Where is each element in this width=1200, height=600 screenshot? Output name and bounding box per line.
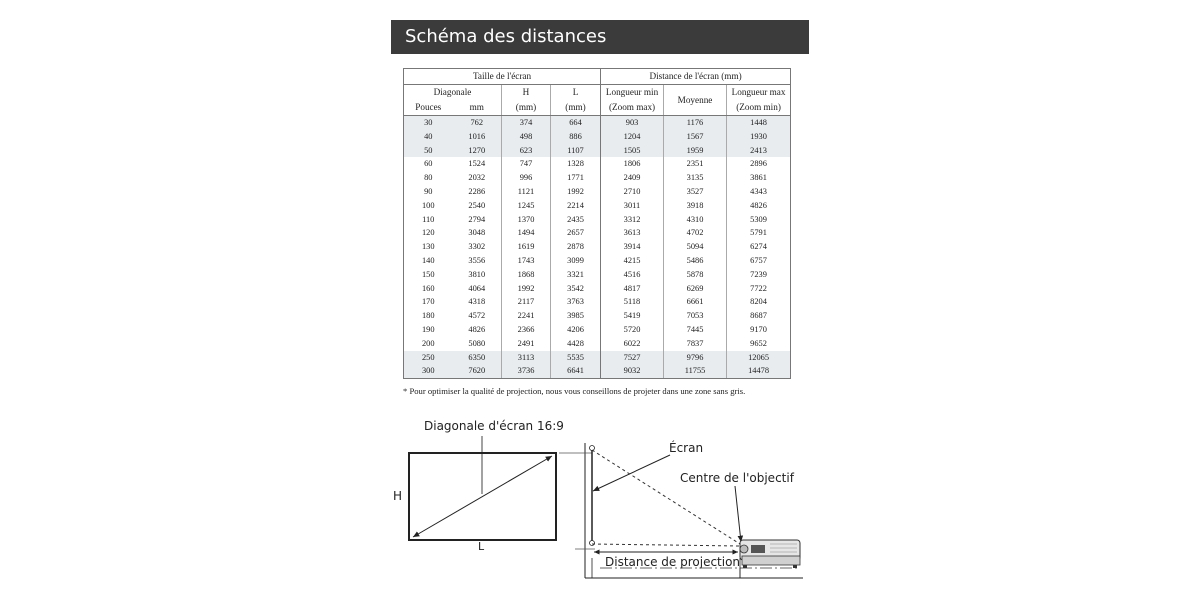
distance-label: Distance de projection (605, 555, 741, 569)
table-cell: 7445 (664, 323, 727, 337)
table-cell: 110 (404, 213, 453, 227)
table-cell: 7837 (664, 337, 727, 351)
table-cell: 8204 (727, 295, 791, 309)
table-cell: 1930 (727, 130, 791, 144)
table-cell: 5878 (664, 268, 727, 282)
table-cell: 2117 (502, 295, 551, 309)
table-cell: 3985 (551, 309, 601, 323)
table-cell: 2351 (664, 157, 727, 171)
table-cell: 300 (404, 364, 453, 378)
table-cell: 120 (404, 226, 453, 240)
table-cell: 747 (502, 157, 551, 171)
table-cell: 5486 (664, 254, 727, 268)
table-cell: 4428 (551, 337, 601, 351)
table-cell: 1494 (502, 226, 551, 240)
table-cell: 7620 (453, 364, 502, 378)
min-length-subheader: (Zoom max) (601, 100, 664, 116)
table-cell: 4310 (664, 213, 727, 227)
table-cell: 2241 (502, 309, 551, 323)
table-cell: 6661 (664, 295, 727, 309)
l-label: L (478, 540, 485, 553)
table-row (404, 116, 791, 130)
max-length-subheader: (Zoom min) (727, 100, 791, 116)
table-cell: 5535 (551, 351, 601, 365)
projector-icon (740, 540, 800, 568)
table-cell: 2214 (551, 199, 601, 213)
table-cell: 3321 (551, 268, 601, 282)
page-title: Schéma des distances (391, 20, 809, 54)
table-cell: 9170 (727, 323, 791, 337)
distance-table (403, 68, 791, 379)
table-cell: 886 (551, 130, 601, 144)
table-row (404, 185, 791, 199)
table-cell: 6274 (727, 240, 791, 254)
table-row (404, 254, 791, 268)
table-cell: 2435 (551, 213, 601, 227)
table-cell: 60 (404, 157, 453, 171)
table-cell: 4572 (468, 311, 486, 321)
table-row (404, 268, 791, 282)
table-cell: 498 (502, 130, 551, 144)
mm-header: mm (453, 100, 502, 116)
max-length-header: Longueur max (727, 85, 791, 101)
table-cell: 90 (404, 185, 453, 199)
table-cell: 30 (404, 116, 453, 130)
table-cell: 2366 (502, 323, 551, 337)
table-cell: 12065 (727, 351, 791, 365)
table-cell: 5080 (468, 338, 486, 348)
table-cell: 4826 (727, 199, 791, 213)
table-cell: 150 (404, 268, 453, 282)
table-cell: 6757 (727, 254, 791, 268)
table-row (404, 240, 791, 254)
table-cell: 2491 (502, 337, 551, 351)
table-cell: 1448 (727, 116, 791, 130)
table-row (404, 282, 791, 296)
screen-callout-arrow (593, 455, 670, 491)
l-header: L (551, 85, 601, 101)
distance-table-body (404, 116, 791, 379)
table-cell: 4702 (664, 226, 727, 240)
table-cell: 1992 (502, 282, 551, 296)
table-row (404, 171, 791, 185)
table-cell: 996 (502, 171, 551, 185)
table-cell: 2032 (468, 173, 486, 183)
table-cell: 3861 (727, 171, 791, 185)
table-cell: 1176 (664, 116, 727, 130)
table-cell: 2409 (601, 171, 664, 185)
table-cell: 6269 (664, 282, 727, 296)
table-cell: 2540 (468, 200, 486, 210)
table-cell: 3312 (601, 213, 664, 227)
table-cell: 4064 (468, 283, 486, 293)
table-cell: 2794 (468, 214, 486, 224)
table-cell: 160 (404, 282, 453, 296)
table-cell: 1868 (502, 268, 551, 282)
table-cell: 5309 (727, 213, 791, 227)
lens-center-label: Centre de l'objectif (680, 471, 794, 485)
table-row (404, 351, 791, 365)
average-header: Moyenne (664, 85, 727, 116)
table-cell: 3302 (468, 242, 486, 252)
table-cell: 180 (404, 309, 453, 323)
table-cell: 1959 (664, 144, 727, 158)
table-cell: 1505 (601, 144, 664, 158)
table-cell: 1992 (551, 185, 601, 199)
footnote: * Pour optimiser la qualité de projection, nous vous conseillons de projeter dans une zone sans gris. (403, 386, 746, 396)
table-cell: 3763 (551, 295, 601, 309)
table-cell: 4318 (468, 297, 486, 307)
table-cell: 9652 (727, 337, 791, 351)
table-cell: 170 (404, 295, 453, 309)
table-cell: 1619 (502, 240, 551, 254)
table-cell: 3113 (502, 351, 551, 365)
table-cell: 2657 (551, 226, 601, 240)
table-cell: 7722 (727, 282, 791, 296)
table-row (404, 213, 791, 227)
l-unit: (mm) (551, 100, 601, 116)
table-cell: 200 (404, 337, 453, 351)
projection-top-ray (592, 450, 740, 544)
h-unit: (mm) (502, 100, 551, 116)
table-cell: 1806 (601, 157, 664, 171)
projection-bottom-ray (592, 544, 740, 546)
table-cell: 664 (551, 116, 601, 130)
table-cell: 1743 (502, 254, 551, 268)
table-row (404, 130, 791, 144)
table-cell: 3914 (601, 240, 664, 254)
table-cell: 4516 (601, 268, 664, 282)
table-cell: 6350 (453, 351, 502, 365)
table-row (404, 323, 791, 337)
table-cell: 2896 (727, 157, 791, 171)
table-cell: 1204 (601, 130, 664, 144)
table-row (404, 295, 791, 309)
table-cell: 374 (502, 116, 551, 130)
distance-header: Distance de l'écran (mm) (601, 69, 791, 85)
table-cell: 3135 (664, 171, 727, 185)
screen-bottom-marker (590, 541, 595, 546)
table-cell: 1567 (664, 130, 727, 144)
table-row (404, 144, 791, 158)
table-cell: 14478 (727, 364, 791, 378)
table-cell: 130 (404, 240, 453, 254)
table-cell: 190 (404, 323, 453, 337)
table-cell: 7239 (727, 268, 791, 282)
table-cell: 6641 (551, 364, 601, 378)
table-cell: 1107 (551, 144, 601, 158)
table-cell: 2878 (551, 240, 601, 254)
h-header: H (502, 85, 551, 101)
table-cell: 2413 (727, 144, 791, 158)
table-cell: 4206 (551, 323, 601, 337)
table-cell: 3736 (502, 364, 551, 378)
table-cell: 1524 (468, 159, 486, 169)
table-cell: 1245 (502, 199, 551, 213)
table-cell: 1270 (453, 144, 502, 158)
table-row (404, 199, 791, 213)
table-cell: 100 (404, 199, 453, 213)
screen-size-header: Taille de l'écran (404, 69, 601, 85)
table-cell: 250 (404, 351, 453, 365)
screen-top-marker (590, 446, 595, 451)
table-cell: 8687 (727, 309, 791, 323)
table-cell: 4817 (601, 282, 664, 296)
table-cell: 3918 (664, 199, 727, 213)
table-cell: 1121 (502, 185, 551, 199)
h-label: H (393, 489, 403, 503)
table-cell: 3099 (551, 254, 601, 268)
table-cell: 762 (453, 116, 502, 130)
table-row (404, 364, 791, 378)
table-cell: 9796 (664, 351, 727, 365)
table-cell: 140 (404, 254, 453, 268)
table-cell: 1771 (551, 171, 601, 185)
table-row (404, 309, 791, 323)
inches-header: Pouces (404, 100, 453, 116)
table-cell: 3810 (468, 269, 486, 279)
table-cell: 1328 (551, 157, 601, 171)
table-cell: 3011 (601, 199, 664, 213)
table-cell: 3048 (468, 228, 486, 238)
table-cell: 80 (404, 171, 453, 185)
min-length-header: Longueur min (601, 85, 664, 101)
table-cell: 2286 (468, 186, 486, 196)
table-cell: 5791 (727, 226, 791, 240)
table-cell: 5118 (601, 295, 664, 309)
table-cell: 9032 (601, 364, 664, 378)
table-cell: 2710 (601, 185, 664, 199)
table-cell: 5094 (664, 240, 727, 254)
table-cell: 903 (601, 116, 664, 130)
table-cell: 50 (404, 144, 453, 158)
table-cell: 4343 (727, 185, 791, 199)
table-cell: 7527 (601, 351, 664, 365)
table-row (404, 157, 791, 171)
table-row (404, 337, 791, 351)
table-cell: 1016 (453, 130, 502, 144)
table-cell: 40 (404, 130, 453, 144)
table-cell: 4215 (601, 254, 664, 268)
table-cell: 11755 (664, 364, 727, 378)
screen-label: Écran (669, 441, 704, 455)
table-row (404, 226, 791, 240)
table-cell: 7053 (664, 309, 727, 323)
table-cell: 3542 (551, 282, 601, 296)
table-cell: 5720 (601, 323, 664, 337)
table-cell: 1370 (502, 213, 551, 227)
table-cell: 5419 (601, 309, 664, 323)
projection-diagram (385, 410, 815, 590)
table-cell: 623 (502, 144, 551, 158)
table-cell: 3556 (468, 255, 486, 265)
table-cell: 6022 (601, 337, 664, 351)
table-cell: 4826 (468, 324, 486, 334)
table-cell: 3613 (601, 226, 664, 240)
table-cell: 3527 (664, 185, 727, 199)
screen-diagonal-label: Diagonale d'écran 16:9 (424, 419, 564, 433)
diagonal-header: Diagonale (404, 85, 502, 101)
lens-callout-arrow (735, 486, 741, 542)
